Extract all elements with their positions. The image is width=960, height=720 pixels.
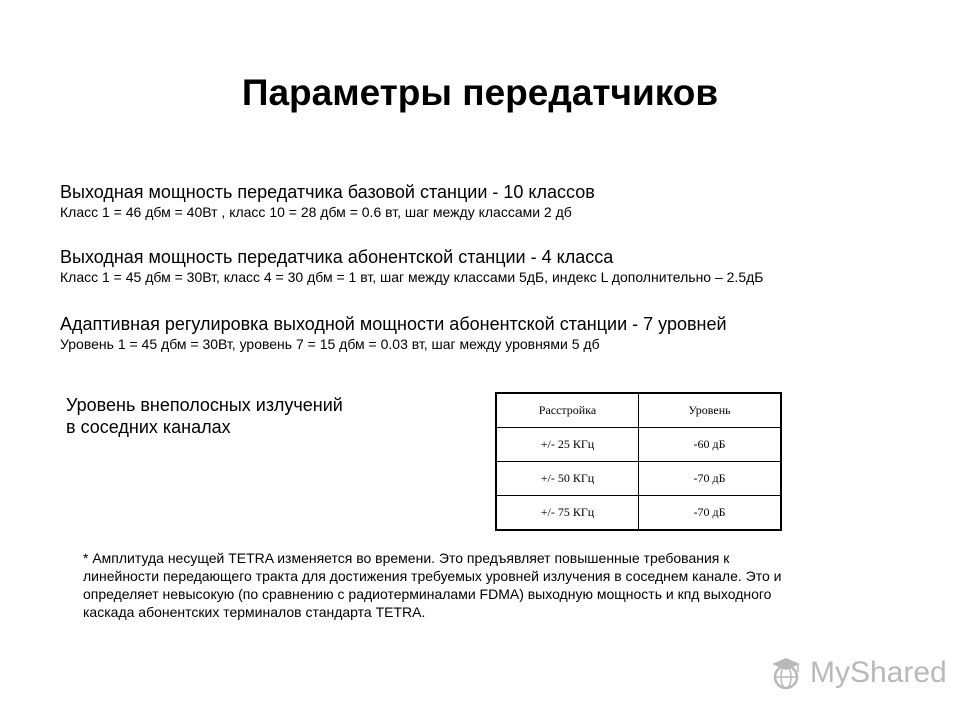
footnote-line: линейности передающего тракта для достижения требуемых уровней излучения в соседнем канале. Это и xyxy=(83,568,782,584)
out-of-band-label-line1: Уровень внеполосных излучений xyxy=(66,395,343,415)
out-of-band-label-line2: в соседних каналах xyxy=(66,417,231,437)
footnote-line: определяет невысокую (по сравнению с радиотерминалами FDMA) выходную мощность и кпд выходного xyxy=(83,586,772,602)
table-cell-level: -70 дБ xyxy=(639,496,782,531)
footnote-line: каскада абонентских терминалов стандарта TETRA. xyxy=(83,604,426,620)
table-row xyxy=(496,428,781,462)
base-station-power-heading: Выходная мощность передатчика базовой станции - 10 классов xyxy=(60,182,595,202)
table-cell-level: -60 дБ xyxy=(639,428,782,462)
subscriber-power-section xyxy=(60,246,763,286)
table-cell-level: -70 дБ xyxy=(639,462,782,496)
adaptive-power-detail: Уровень 1 = 45 дбм = 30Вт, уровень 7 = 15 дбм = 0.03 вт, шаг между уровнями 5 дб xyxy=(60,336,600,352)
watermark-text: MyShared xyxy=(810,656,947,689)
base-station-power-detail: Класс 1 = 46 дбм = 40Вт , класс 10 = 28 дбм = 0.6 вт, шаг между классами 2 дб xyxy=(60,204,572,220)
table-header-detuning: Расстройка xyxy=(496,393,639,428)
adaptive-power-heading: Адаптивная регулировка выходной мощности абонентской станции - 7 уровней xyxy=(60,314,727,334)
table-header-row xyxy=(496,393,781,428)
footnote xyxy=(83,549,903,621)
subscriber-power-heading: Выходная мощность передатчика абонентской станции - 4 класса xyxy=(60,247,614,267)
base-station-power-section xyxy=(60,181,595,221)
table-cell-detuning: +/- 75 КГц xyxy=(496,496,639,531)
mortarboard-globe-icon xyxy=(768,655,804,691)
adaptive-power-section xyxy=(60,313,727,353)
table-cell-detuning: +/- 50 КГц xyxy=(496,462,639,496)
table-header-level: Уровень xyxy=(639,393,782,428)
myshared-watermark xyxy=(768,655,947,691)
table-cell-detuning: +/- 25 КГц xyxy=(496,428,639,462)
table-row xyxy=(496,496,781,531)
table-row xyxy=(496,462,781,496)
subscriber-power-detail: Класс 1 = 45 дбм = 30Вт, класс 4 = 30 дбм = 1 вт, шаг между классами 5дБ, индекс L дополнительно – 2.5дБ xyxy=(60,269,764,285)
footnote-line: * Амплитуда несущей TETRA изменяется во времени. Это предъявляет повышенные требования к xyxy=(83,550,730,566)
page-title: Параметры передатчиков xyxy=(241,72,719,113)
out-of-band-emission-label xyxy=(66,394,343,438)
emission-levels-table xyxy=(495,392,782,531)
